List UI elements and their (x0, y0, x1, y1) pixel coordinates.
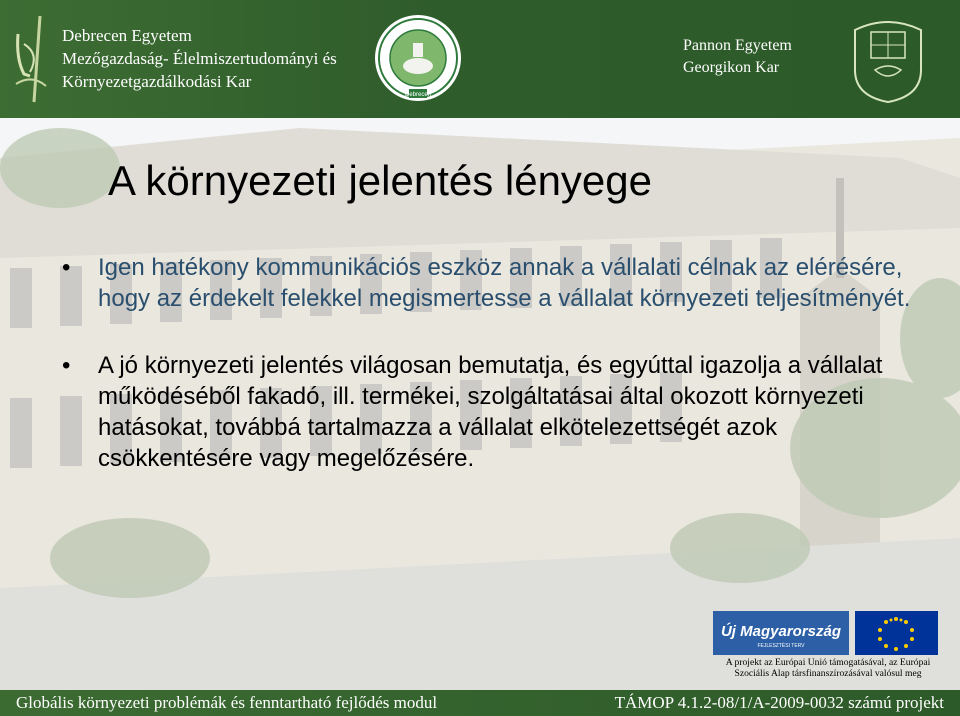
eu-note-line-2: Szociális Alap társfinanszírozásával valósul meg (734, 668, 922, 679)
pannon-university-logo (845, 10, 931, 106)
bullet-list (62, 252, 932, 510)
header-left-line-1: Debrecen Egyetem (62, 26, 192, 45)
uj-magyarorszag-subtext: FEJLESZTÉSI TERV (757, 643, 805, 649)
footer-bar (0, 690, 960, 716)
uj-magyarorszag-text: Új Magyarország (720, 623, 842, 640)
bullet-item-2: • A jó környezeti jelentés világosan bemutatja, és egyúttal igazolja a vállalat működéséből fakadó, ill. termékei, szolgáltatásai által okozott környezeti hatásokat, továbbá tartalmazza a vállalat elkötelezettségét azok csökkentésére vagy megelőzésére. (62, 350, 932, 474)
header-right-institution (683, 35, 792, 79)
eu-funding-note (713, 657, 943, 679)
header-right-line-1: Pannon Egyetem (683, 37, 792, 54)
header-left-line-2: Mezőgazdaság- Élelmiszertudományi és (62, 49, 337, 68)
slide-title: A környezeti jelentés lényege (108, 157, 653, 204)
eu-note-line-1: A projekt az Európai Unió támogatásával, az Európai (725, 657, 931, 668)
header-banner (0, 0, 960, 118)
debrecen-university-logo (10, 14, 54, 104)
header-right-line-2: Georgikon Kar (683, 59, 780, 76)
bullet-item-1: • Igen hatékony kommunikációs eszköz annak a vállalati célnak az elérésére, hogy az érdekelt felekkel megismertesse a vállalat környezeti teljesítményét. (62, 252, 932, 314)
footer-module-title: Globális környezeti problémák és fenntartható fejlődés modul (16, 693, 438, 712)
header-left-institution (62, 24, 337, 93)
faculty-seal-logo (373, 10, 463, 106)
header-left-line-3: Környezetgazdálkodási Kar (62, 72, 252, 91)
seal-text: Debrecen (404, 92, 432, 98)
footer-project-id: TÁMOP 4.1.2-08/1/A-2009-0032 számú projekt (614, 693, 944, 712)
